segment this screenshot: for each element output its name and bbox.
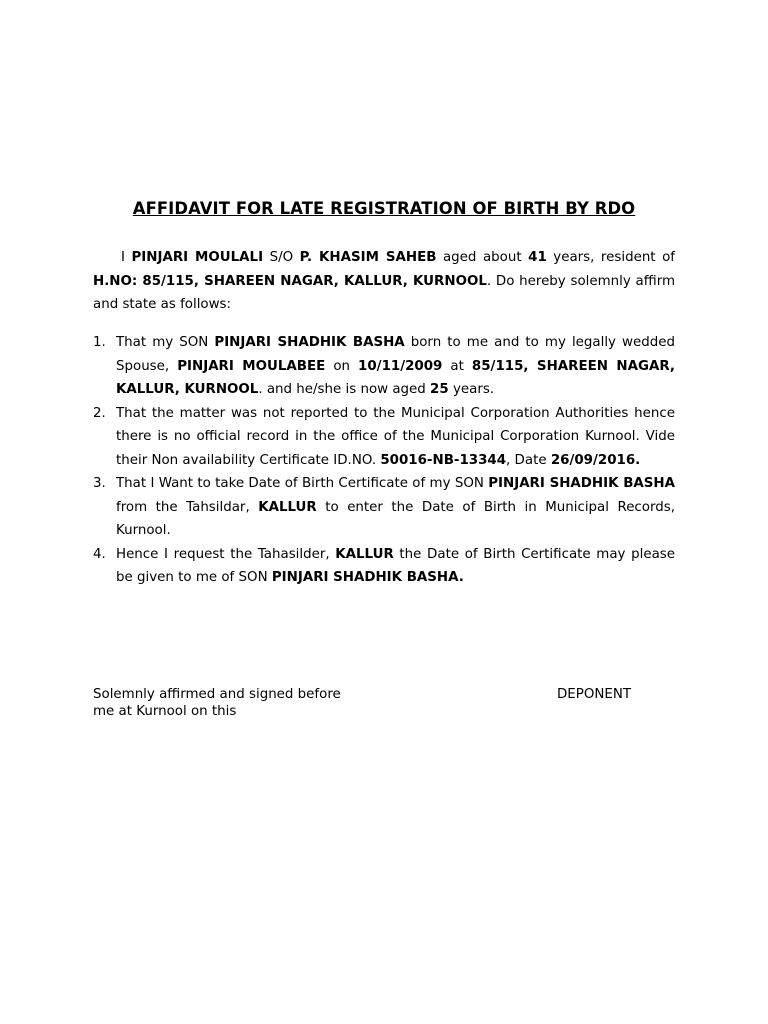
list-item <box>93 331 675 402</box>
signature-line: me at Kurnool on this <box>93 704 237 719</box>
intro-text: aged about <box>436 250 529 265</box>
list-item <box>93 472 675 543</box>
item-text: That I Want to take Date of Birth Certificate of my SON <box>116 476 489 491</box>
father-name: P. KHASIM SAHEB <box>299 250 437 265</box>
tahsildar-place: KALLUR <box>258 499 317 515</box>
list-item <box>93 543 675 590</box>
item-number: 4. <box>93 546 106 562</box>
item-text: to enter the Date of Birth in Municipal Records, Kurnool. <box>116 499 675 538</box>
item-text: born to me and to my legally wedded Spouse, <box>116 335 675 374</box>
item-text: at <box>442 358 472 374</box>
birth-place: 85/115, SHAREEN NAGAR, KALLUR, KURNOOL <box>116 358 675 397</box>
item-text: , Date <box>506 452 551 468</box>
spouse-name: PINJARI MOULABEE <box>177 358 326 374</box>
item-text: on <box>325 358 359 374</box>
item-number: 2. <box>93 405 106 421</box>
item-number: 1. <box>93 335 106 350</box>
intro-text: S/O <box>263 250 300 265</box>
list-item <box>93 402 675 473</box>
item-text: years. <box>448 382 495 397</box>
item-text: Hence I request the Tahasilder, <box>116 546 336 562</box>
deponent-address: H.NO: 85/115, SHAREEN NAGAR, KALLUR, KURNOOL <box>93 273 487 289</box>
item-text: That the matter was not reported to the Municipal Corporation Authorities hence there is no official record in the office of the Municipal Corporation Kurnool. Vide their Non availability Certificate ID.NO. <box>116 405 675 468</box>
item-number: 3. <box>93 476 106 491</box>
deponent-name: PINJARI MOULALI <box>131 250 264 265</box>
certificate-date: 26/09/2016. <box>550 452 641 468</box>
certificate-id: 50016-NB-13344 <box>380 452 507 468</box>
date-of-birth: 10/11/2009 <box>358 358 443 374</box>
item-text: . and he/she is now aged <box>258 382 431 397</box>
intro-text: I <box>121 250 132 265</box>
tahsildar-place: KALLUR <box>335 546 394 562</box>
affirmation-list <box>93 331 675 590</box>
item-text: That my SON <box>116 335 215 350</box>
intro-text: years, resident of <box>546 250 675 265</box>
deponent-label: DEPONENT <box>557 687 632 702</box>
deponent-age: 41 <box>528 250 547 265</box>
item-text: the Date of Birth Certificate may please be given to me of SON <box>116 546 675 585</box>
son-age: 25 <box>430 382 449 397</box>
signature-statement <box>93 686 393 720</box>
son-name: PINJARI SHADHIK BASHA. <box>271 570 464 585</box>
document-title: AFFIDAVIT FOR LATE REGISTRATION OF BIRTH BY RDO <box>132 199 636 218</box>
intro-paragraph <box>93 246 675 317</box>
son-name: PINJARI SHADHIK BASHA <box>488 476 675 491</box>
intro-text: . Do hereby solemnly affirm and state as follows: <box>93 273 676 312</box>
signature-line: Solemnly affirmed and signed before <box>93 687 341 702</box>
son-name: PINJARI SHADHIK BASHA <box>214 335 405 350</box>
item-text: from the Tahsildar, <box>116 499 259 515</box>
